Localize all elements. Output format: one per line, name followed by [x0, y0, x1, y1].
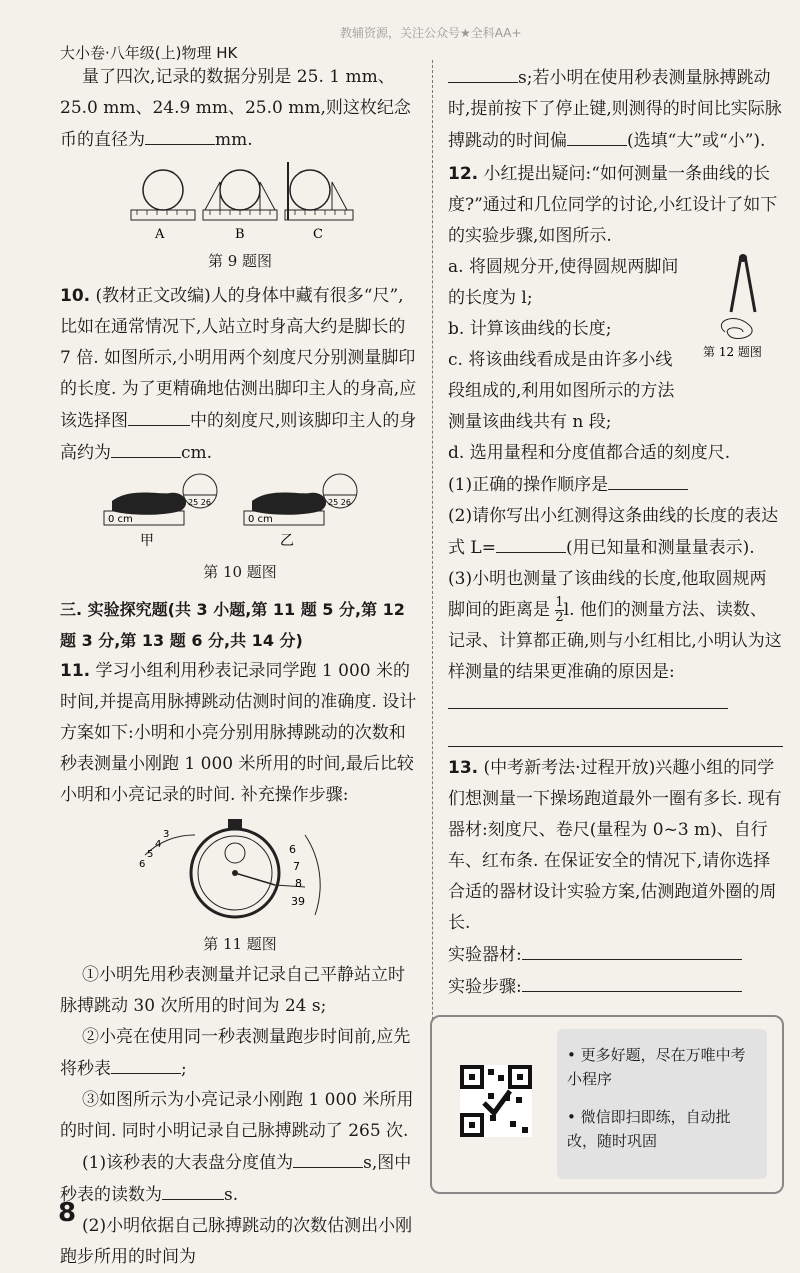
q12-s3-text-a: (3)小明也测量了该曲线的长度,他取圆规两脚间的距离是: [448, 569, 767, 620]
q11-sub2-end: (选填“大”或“小”).: [627, 131, 766, 151]
q10-caption: 第 10 题图: [203, 563, 277, 581]
q13-steps-label: 实验步骤:: [448, 977, 522, 997]
fig10-zero-b: 0 cm: [248, 514, 273, 525]
watermark-text: 教辅资源，关注公众号★全科AA+: [340, 26, 522, 40]
q11-sub2-cont: [448, 62, 783, 157]
qr-code-icon[interactable]: [460, 1065, 532, 1137]
q11-sub1b-unit: s.: [224, 1185, 239, 1205]
q10-text: (教材正文改编)人的身体中藏有很多“尺”,比如在通常情况下,人站立时身高大约是脚长的 7 倍. 如图所示,小明用两个刻度尺分别测量脚印的长度. 为了更精确地估测出脚印主人的身高,应该选择图: [60, 286, 417, 431]
q10-height-blank[interactable]: [111, 437, 181, 458]
q12-s3: [448, 564, 783, 720]
q13-equipment-blank[interactable]: [522, 939, 742, 960]
fig9-label-b: B: [235, 227, 245, 242]
q12-step-b: b. 计算该曲线的长度;: [448, 319, 612, 339]
fraction-numerator: 1: [555, 595, 564, 610]
q11-sub2-unit: s;若小明在使用秒表测量脉搏跳动时,提前按下了停止键,则测得的时间比实际脉搏跳动的时间偏: [448, 68, 782, 151]
q10-number: 10.: [60, 286, 91, 306]
q11-text: 学习小组利用秒表记录同学跑 1 000 米的时间,并提高用脉搏跳动估测时间的准确度. 设计方案如下:小明和小亮分别用脉搏跳动的次数和秒表测量小刚跑 1 000 米所用的时间,最后比较小明和小亮记录的时间. 补充操作步骤:: [60, 661, 417, 805]
q12-s2-end: (用已知量和测量量表示).: [565, 538, 755, 558]
q11: [60, 656, 420, 811]
q13-steps: [448, 971, 783, 1003]
promo-item-mini-program: • 更多好题，尽在万唯中考小程序: [567, 1046, 746, 1088]
fig9-label-a: A: [155, 227, 165, 242]
q12-s3-text-b: l. 他们的测量方法、读数、记录、计算都正确,则与小红相比,小明认为这样测量的结果更准确的原因是:: [448, 600, 782, 682]
q12-reason-blank-1[interactable]: [448, 688, 728, 709]
q11-sub1: [60, 1147, 420, 1211]
q11-step3: ③如图所示为小亮记录小刚跑 1 000 米所用的时间. 同时小明记录自己脉搏跳动了 265 次.: [60, 1090, 414, 1141]
q9-unit: mm.: [215, 130, 253, 150]
q13: [448, 753, 783, 939]
dial-right-6: 6: [289, 843, 296, 856]
q13-steps-blank-1[interactable]: [522, 971, 742, 992]
fig10-mag-b: 25 26: [328, 498, 351, 507]
q11-step2-text: ②小亮在使用同一秒表测量跑步时间前,应先将秒表: [60, 1027, 411, 1079]
q11-stopwatch-figure: [125, 815, 355, 925]
page-number: 8: [58, 1198, 77, 1228]
q11-caption: 第 11 题图: [203, 935, 277, 953]
q12-s2: [448, 501, 783, 564]
promo-box: [430, 1015, 784, 1194]
book-title: 大小卷·八年级(上)物理 HK: [60, 44, 238, 62]
q11-reading-blank[interactable]: [162, 1179, 224, 1200]
q12-text: 小红提出疑问:“如何测量一条曲线的长度?”通过和几位同学的讨论,小红设计了如下的实验步骤,如图所示.: [448, 164, 778, 246]
q11-division-blank[interactable]: [293, 1147, 363, 1168]
q10: [60, 281, 420, 469]
fraction-denominator: 2: [555, 610, 564, 625]
q10-figure-blank[interactable]: [128, 405, 190, 426]
q12-step-d: d. 选用量程和分度值都合适的刻度尺.: [448, 443, 731, 463]
fig10-mag-a: 25 26: [188, 498, 211, 507]
dial-right-8: 8: [295, 877, 302, 890]
dial-left-3: 3: [163, 829, 170, 840]
q12-caption: 第 12 题图: [703, 345, 762, 359]
dial-right-39: 39: [291, 895, 305, 908]
dial-right-7: 7: [293, 860, 300, 873]
q9-continuation: [60, 62, 420, 156]
q10-unit: cm.: [181, 443, 213, 463]
q12-steps: [448, 252, 783, 469]
q11-bias-blank[interactable]: [567, 125, 627, 146]
fig10-zero-a: 0 cm: [108, 514, 133, 525]
q12-compass-figure: [703, 252, 783, 362]
q11-step2-end: ;: [181, 1059, 187, 1079]
q12-order-blank[interactable]: [608, 469, 688, 490]
fig10-label-b: 乙: [280, 533, 294, 549]
q12-number: 12.: [448, 164, 479, 184]
q9-figure: [125, 160, 355, 242]
q11-step1: ①小明先用秒表测量并记录自己平静站立时脉搏跳动 30 次所用的时间为 24 s;: [60, 965, 405, 1016]
q11-sub1-unit: s,: [363, 1153, 378, 1173]
q11-step2: [60, 1022, 420, 1085]
dial-left-6: 6: [139, 859, 146, 870]
q12-s1-text: (1)正确的操作顺序是: [448, 475, 609, 495]
right-column: [448, 62, 783, 1030]
q9-caption: 第 9 题图: [207, 252, 273, 270]
q10-figure: [100, 473, 380, 553]
q12-reason-blank-2[interactable]: [448, 720, 783, 747]
q11-sub1-text: (1)该秒表的大表盘分度值为: [82, 1153, 294, 1173]
q9-text: 量了四次,记录的数据分别是 25. 1 mm、25.0 mm、24.9 mm、25.0 mm,则这枚纪念币的直径为: [60, 67, 411, 150]
promo-item-wechat: • 微信即扫即练，自动批改，随时巩固: [567, 1108, 731, 1150]
q11-sub1b-text: 图中秒表的读数为: [60, 1153, 412, 1205]
q12-expression-blank[interactable]: [496, 532, 566, 553]
q11-time-blank[interactable]: [448, 62, 518, 83]
dial-left-4: 4: [155, 839, 162, 850]
q12-s2-text: (2)请你写出小红测得这条曲线的长度的表达式 L=: [448, 506, 779, 558]
q11-number: 11.: [60, 661, 91, 681]
q11-step2-blank[interactable]: [111, 1053, 181, 1074]
q13-equipment: [448, 939, 783, 971]
q9-answer-blank[interactable]: [145, 124, 215, 145]
fig10-label-a: 甲: [140, 533, 154, 549]
q11-sub2-start: (2)小明依据自己脉搏跳动的次数估测出小刚跑步所用的时间为: [60, 1216, 413, 1267]
q12: [448, 159, 783, 252]
q12-step-a: a. 将圆规分开,使得圆规两脚间的长度为 l;: [448, 257, 679, 308]
promo-text-panel: [557, 1029, 767, 1179]
left-column: [60, 62, 420, 1273]
q13-equipment-label: 实验器材:: [448, 945, 522, 965]
q12-s1: [448, 469, 783, 501]
section-3-heading: 三. 实验探究题(共 3 小题,第 11 题 5 分,第 12 题 3 分,第 13 题 6 分,共 14 分): [60, 600, 405, 650]
q13-text: (中考新考法·过程开放)兴趣小组的同学们想测量一下操场跑道最外一圈有多长. 现有器材:刻度尺、卷尺(量程为 0~3 m)、自行车、红布条. 在保证安全的情况下,请你选择合适的器材设计实验方案,估测跑道外圈的周长.: [448, 758, 782, 933]
fig9-label-c: C: [313, 227, 323, 242]
q12-step-c: c. 将该曲线看成是由许多小线段组成的,利用如图所示的方法测量该曲线共有 n 段;: [448, 350, 675, 432]
q13-number: 13.: [448, 758, 479, 778]
q10-text2: 中的刻度尺,则该脚印主人的身高约为: [60, 411, 417, 463]
dial-left-5: 5: [147, 849, 154, 860]
fraction-one-half: [555, 596, 563, 625]
